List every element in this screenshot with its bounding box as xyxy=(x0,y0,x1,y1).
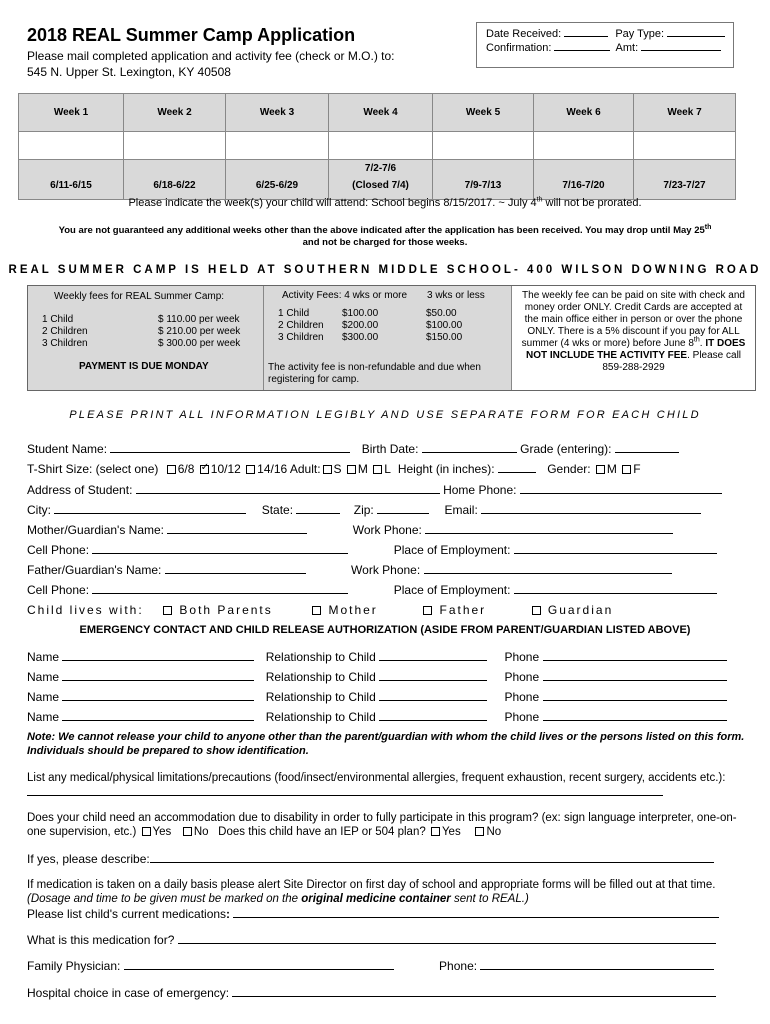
mother-employment-field[interactable] xyxy=(514,543,717,554)
current-meds-row: Please list child's current medications: xyxy=(27,907,719,921)
confirmation-field[interactable] xyxy=(554,41,610,51)
emergency-row xyxy=(27,650,727,664)
relationship-label: Relationship to Child xyxy=(265,710,376,724)
payment-info-bold: IT DOES NOT INCLUDE THE ACTIVITY FEE xyxy=(525,338,746,361)
emergency-name-label: Name xyxy=(27,690,60,704)
emergency-phone-field[interactable] xyxy=(543,710,727,721)
weekly-fee-who: 1 Child xyxy=(42,314,74,325)
emergency-phone-field[interactable] xyxy=(543,690,727,701)
size-label: 10/12 xyxy=(210,462,241,476)
father-name-field[interactable] xyxy=(165,563,306,574)
medication-text: If medication is taken on a daily basis please alert Site Director on first day of school and appropriate forms will be filled out at that time. xyxy=(27,879,716,891)
current-meds-field[interactable] xyxy=(233,907,719,918)
city-field[interactable] xyxy=(54,503,246,514)
indicate-text: Please indicate the week(s) your child will attend: School begins 8/15/2017. ~ July 4 xyxy=(128,197,537,209)
what-for-row xyxy=(27,933,716,947)
emergency-phone-label: Phone xyxy=(504,650,540,664)
mother-name-field[interactable] xyxy=(167,523,307,534)
father-cell-field[interactable] xyxy=(92,583,348,594)
accommodation-no-checkbox[interactable] xyxy=(183,827,192,836)
emergency-name-field[interactable] xyxy=(62,710,254,721)
mother-cell-label: Cell Phone: xyxy=(27,543,90,557)
emergency-row xyxy=(27,690,727,704)
physician-field[interactable] xyxy=(124,959,394,970)
emergency-name-field[interactable] xyxy=(62,650,254,661)
mail-address: 545 N. Upper St. Lexington, KY 40508 xyxy=(27,65,231,79)
emergency-phone-label: Phone xyxy=(504,670,540,684)
father-employment-field[interactable] xyxy=(514,583,717,594)
office-line-2 xyxy=(486,41,724,55)
grade-field[interactable] xyxy=(615,442,679,453)
state-field[interactable] xyxy=(296,503,340,514)
confirmation-label: Confirmation: xyxy=(486,42,552,54)
relationship-field[interactable] xyxy=(379,710,487,721)
weekly-fees-title: Weekly fees for REAL Summer Camp: xyxy=(54,291,225,302)
payment-info-column xyxy=(512,286,755,390)
pay-type-field[interactable] xyxy=(667,27,725,37)
activity-fees-4wks: : 4 wks or more xyxy=(338,290,408,301)
week-dates: 6/11-6/15 xyxy=(19,160,124,200)
lives-option-label: Both Parents xyxy=(179,603,273,617)
page-title: 2018 REAL Summer Camp Application xyxy=(27,25,356,45)
height-label: Height (in inches): xyxy=(397,462,495,476)
gender-m-label: M xyxy=(606,462,617,476)
physician-phone-label: Phone: xyxy=(439,959,478,973)
guarantee-text: You are not guaranteed any additional weeks other than the above indicated after the application has been received. You may drop until May 25 xyxy=(58,225,705,236)
student-row xyxy=(27,442,679,456)
guardian-checkbox[interactable] xyxy=(532,606,541,615)
size-10-12-checkbox[interactable] xyxy=(200,465,209,474)
gender-label: Gender: xyxy=(547,462,591,476)
medication-dosage-text: (Dosage and time to be given must be marked on the xyxy=(27,893,302,905)
mailing-instructions xyxy=(27,48,395,80)
mother-name-label: Mother/Guardian's Name: xyxy=(27,523,165,537)
accommodation-question xyxy=(27,811,747,839)
no-label: No xyxy=(486,826,502,838)
medication-dosage-line xyxy=(27,892,747,906)
what-for-label: What is this medication for? xyxy=(27,933,175,947)
emergency-phone-label: Phone xyxy=(504,690,540,704)
zip-field[interactable] xyxy=(377,503,429,514)
father-checkbox[interactable] xyxy=(423,606,432,615)
home-phone-field[interactable] xyxy=(520,483,722,494)
indicate-text-end: will not be prorated. xyxy=(542,197,642,209)
iep-yes-checkbox[interactable] xyxy=(431,827,440,836)
mother-employment-label: Place of Employment: xyxy=(393,543,511,557)
activity-fees-3wks: 3 wks or less xyxy=(427,290,485,301)
size-label: 14/16 xyxy=(257,462,288,476)
activity-fees-title xyxy=(282,290,407,301)
activity-fees-column xyxy=(264,286,512,390)
week-header: Week 6 xyxy=(534,94,634,132)
activity-who: 2 Children xyxy=(278,320,324,331)
activity-fee-note: The activity fee is non-refundable and due when registering for camp. xyxy=(268,362,481,385)
height-field[interactable] xyxy=(498,462,536,473)
tshirt-label: T-Shirt Size: (select one) xyxy=(27,462,159,476)
mother-work-phone-field[interactable] xyxy=(425,523,673,534)
hospital-row xyxy=(27,986,716,1000)
zip-label: Zip: xyxy=(353,503,374,517)
weeks-table xyxy=(18,93,736,200)
amt-field[interactable] xyxy=(641,41,721,51)
birth-date-field[interactable] xyxy=(422,442,517,453)
email-label: Email: xyxy=(444,503,478,517)
student-name-label: Student Name: xyxy=(27,442,108,456)
weekly-fee-amount: $ 300.00 per week xyxy=(158,338,241,349)
weeks-header-row xyxy=(19,94,736,132)
emergency-name-field[interactable] xyxy=(62,690,254,701)
size-6-8-checkbox[interactable] xyxy=(167,465,176,474)
relationship-field[interactable] xyxy=(379,670,487,681)
pay-type-label: Pay Type: xyxy=(615,28,665,40)
gender-f-checkbox[interactable] xyxy=(622,465,631,474)
child-lives-label: Child lives with: xyxy=(27,603,144,617)
week-note: (Closed 7/4) xyxy=(352,180,409,191)
week-dates: 7/16-7/20 xyxy=(534,160,634,200)
emergency-name-label: Name xyxy=(27,670,60,684)
size-label: S xyxy=(333,462,342,476)
size-label: M xyxy=(357,462,368,476)
mother-cell-row xyxy=(27,543,717,557)
week-header: Week 7 xyxy=(634,94,736,132)
medication-instructions xyxy=(27,878,747,906)
father-employment-label: Place of Employment: xyxy=(393,583,511,597)
mother-cell-field[interactable] xyxy=(92,543,348,554)
hospital-label: Hospital choice in case of emergency: xyxy=(27,986,230,1000)
emergency-name-field[interactable] xyxy=(62,670,254,681)
location-banner: REAL SUMMER CAMP IS HELD AT SOUTHERN MIDDLE SCHOOL- 400 WILSON DOWNING ROAD xyxy=(8,264,762,276)
father-work-phone-field[interactable] xyxy=(424,563,672,574)
emergency-name-label: Name xyxy=(27,710,60,724)
emergency-phone-field[interactable] xyxy=(543,650,727,661)
emergency-row xyxy=(27,710,727,724)
email-field[interactable] xyxy=(481,503,701,514)
state-label: State: xyxy=(261,503,294,517)
city-label: City: xyxy=(27,503,51,517)
adult-l-checkbox[interactable] xyxy=(373,465,382,474)
weekly-fee-amount: $ 210.00 per week xyxy=(158,326,241,337)
weekly-fee-who: 2 Children xyxy=(42,326,88,337)
size-label: L xyxy=(384,462,391,476)
father-cell-label: Cell Phone: xyxy=(27,583,90,597)
mother-checkbox[interactable] xyxy=(312,606,321,615)
yes-label: Yes xyxy=(152,826,172,838)
child-lives-row xyxy=(27,603,613,617)
week-header: Week 3 xyxy=(226,94,329,132)
lives-option-label: Father xyxy=(439,603,487,617)
mother-row xyxy=(27,523,673,537)
size-14-16-checkbox[interactable] xyxy=(246,465,255,474)
guarantee-text-end: and not be charged for those weeks. xyxy=(302,237,468,248)
what-for-field[interactable] xyxy=(178,933,716,944)
father-row xyxy=(27,563,672,577)
week-select-cell[interactable] xyxy=(534,132,634,160)
week-dates: 7/9-7/13 xyxy=(433,160,534,200)
home-phone-label: Home Phone: xyxy=(443,483,517,497)
both-parents-checkbox[interactable] xyxy=(163,606,172,615)
mail-line-1: Please mail completed application and activity fee (check or M.O.) to: xyxy=(27,49,395,63)
week-header: Week 2 xyxy=(124,94,226,132)
date-received-field[interactable] xyxy=(564,27,608,37)
activity-fee-4plus: $300.00 xyxy=(342,332,379,343)
weekly-fee-amount: $ 110.00 per week xyxy=(158,314,240,325)
relationship-field[interactable] xyxy=(379,650,487,661)
week-header: Week 5 xyxy=(433,94,534,132)
activity-fee-3less: $100.00 xyxy=(426,320,463,331)
accommodation-text: Does your child need an accommodation due to disability in order to fully participate in this program? (ex: sign language interpreter, one-on-one supervision, etc.) xyxy=(27,812,737,838)
weekly-fee-who: 3 Children xyxy=(42,338,88,349)
size-label: 6/8 xyxy=(177,462,195,476)
describe-field[interactable] xyxy=(150,852,714,863)
yes-label: Yes xyxy=(441,826,461,838)
relationship-label: Relationship to Child xyxy=(265,690,376,704)
describe-row xyxy=(27,852,714,866)
payment-due: PAYMENT IS DUE MONDAY xyxy=(79,361,209,372)
week-select-cell[interactable] xyxy=(329,132,433,160)
describe-label: If yes, please describe: xyxy=(27,852,150,866)
weekly-fees-column xyxy=(28,286,264,390)
week-select-cell[interactable] xyxy=(433,132,534,160)
medication-bold: original medicine container xyxy=(301,893,451,905)
payment-info-text: . xyxy=(699,338,706,349)
week-dates: 7/23-7/27 xyxy=(634,160,736,200)
relationship-label: Relationship to Child xyxy=(265,650,376,664)
weeks-select-row xyxy=(19,132,736,160)
activity-who: 1 Child xyxy=(278,308,310,319)
activity-fee-4plus: $100.00 xyxy=(342,308,379,319)
emergency-phone-label: Phone xyxy=(504,710,540,724)
office-use-box xyxy=(476,22,734,68)
week-dates: 7/2-7/6 xyxy=(364,163,397,174)
gender-f-label: F xyxy=(633,462,641,476)
no-label: No xyxy=(193,826,209,838)
superscript: th xyxy=(536,196,543,204)
address-row xyxy=(27,483,722,497)
office-line-1 xyxy=(486,27,724,41)
week-select-cell[interactable] xyxy=(124,132,226,160)
activity-fees-label: Activity Fees xyxy=(282,290,339,301)
address-field[interactable] xyxy=(136,483,440,494)
lives-option-label: Guardian xyxy=(547,603,614,617)
week-dates: 6/25-6/29 xyxy=(226,160,329,200)
payment-info-text: . Please call xyxy=(687,350,742,361)
superscript: th xyxy=(693,336,700,344)
activity-fee-3less: $150.00 xyxy=(426,332,463,343)
activity-fee-4plus: $200.00 xyxy=(342,320,379,331)
limitations-question: List any medical/physical limitations/precautions (food/insect/environmental allergies, frequent exhaustion, recent surgery, accidents etc.): xyxy=(27,772,726,784)
adult-m-checkbox[interactable] xyxy=(347,465,356,474)
week-header: Week 4 xyxy=(329,94,433,132)
father-name-label: Father/Guardian's Name: xyxy=(27,563,162,577)
payment-info-text: The weekly fee can be paid on site with check and money order ONLY. Credit Cards are accepted at the main office either in person or over the phone ONLY. There is a 5% discount if you pay for ALL summer (4 wks or more) before June 8 xyxy=(521,290,745,349)
lives-option-label: Mother xyxy=(328,603,378,617)
emergency-phone-field[interactable] xyxy=(543,670,727,681)
tshirt-row xyxy=(27,462,641,476)
date-received-label: Date Received: xyxy=(486,28,562,40)
student-name-field[interactable] xyxy=(110,442,350,453)
birth-date-label: Birth Date: xyxy=(361,442,419,456)
accommodation-yes-checkbox[interactable] xyxy=(142,827,151,836)
hospital-field[interactable] xyxy=(232,986,716,997)
release-note: Note: We cannot release your child to anyone other than the parent/guardian with whom the child lives or the persons listed on this form. Individuals should be prepared to show identification. xyxy=(27,731,745,757)
week-select-cell[interactable] xyxy=(226,132,329,160)
activity-who: 3 Children xyxy=(278,332,324,343)
iep-question: Does this child have an IEP or 504 plan? xyxy=(218,826,426,838)
medication-dosage-end: sent to REAL.) xyxy=(450,893,529,905)
adult-label: Adult: xyxy=(289,462,321,476)
city-row xyxy=(27,503,701,517)
physician-label: Family Physician: xyxy=(27,959,121,973)
week-header: Week 1 xyxy=(19,94,124,132)
relationship-label: Relationship to Child xyxy=(265,670,376,684)
iep-no-checkbox[interactable] xyxy=(475,827,484,836)
payment-phone: 859-288-2929 xyxy=(602,362,665,373)
emergency-title: EMERGENCY CONTACT AND CHILD RELEASE AUTHORIZATION (ASIDE FROM PARENT/GUARDIAN LISTED ABOVE) xyxy=(79,624,691,636)
adult-s-checkbox[interactable] xyxy=(323,465,332,474)
current-meds-label: Please list child's current medications xyxy=(27,907,227,921)
fees-box xyxy=(27,285,756,391)
physician-row xyxy=(27,959,714,973)
indicate-weeks-note xyxy=(0,197,770,209)
father-work-phone-label: Work Phone: xyxy=(351,563,421,577)
gender-m-checkbox[interactable] xyxy=(596,465,605,474)
week-dates: 6/18-6/22 xyxy=(124,160,226,200)
superscript: th xyxy=(704,223,712,231)
limitations-field[interactable] xyxy=(27,795,663,796)
activity-fee-3less: $50.00 xyxy=(426,308,457,319)
relationship-field[interactable] xyxy=(379,690,487,701)
guarantee-notice xyxy=(32,225,738,249)
week-select-cell[interactable] xyxy=(634,132,736,160)
print-legibly-banner: PLEASE PRINT ALL INFORMATION LEGIBLY AND USE SEPARATE FORM FOR EACH CHILD xyxy=(69,409,701,421)
mother-work-phone-label: Work Phone: xyxy=(352,523,422,537)
week-dates-cell xyxy=(329,160,433,200)
father-cell-row xyxy=(27,583,717,597)
week-select-cell[interactable] xyxy=(19,132,124,160)
address-label: Address of Student: xyxy=(27,483,133,497)
weeks-dates-row xyxy=(19,160,736,200)
emergency-name-label: Name xyxy=(27,650,60,664)
emergency-row xyxy=(27,670,727,684)
amt-label: Amt: xyxy=(615,42,639,54)
grade-label: Grade (entering): xyxy=(520,442,612,456)
physician-phone-field[interactable] xyxy=(480,959,714,970)
